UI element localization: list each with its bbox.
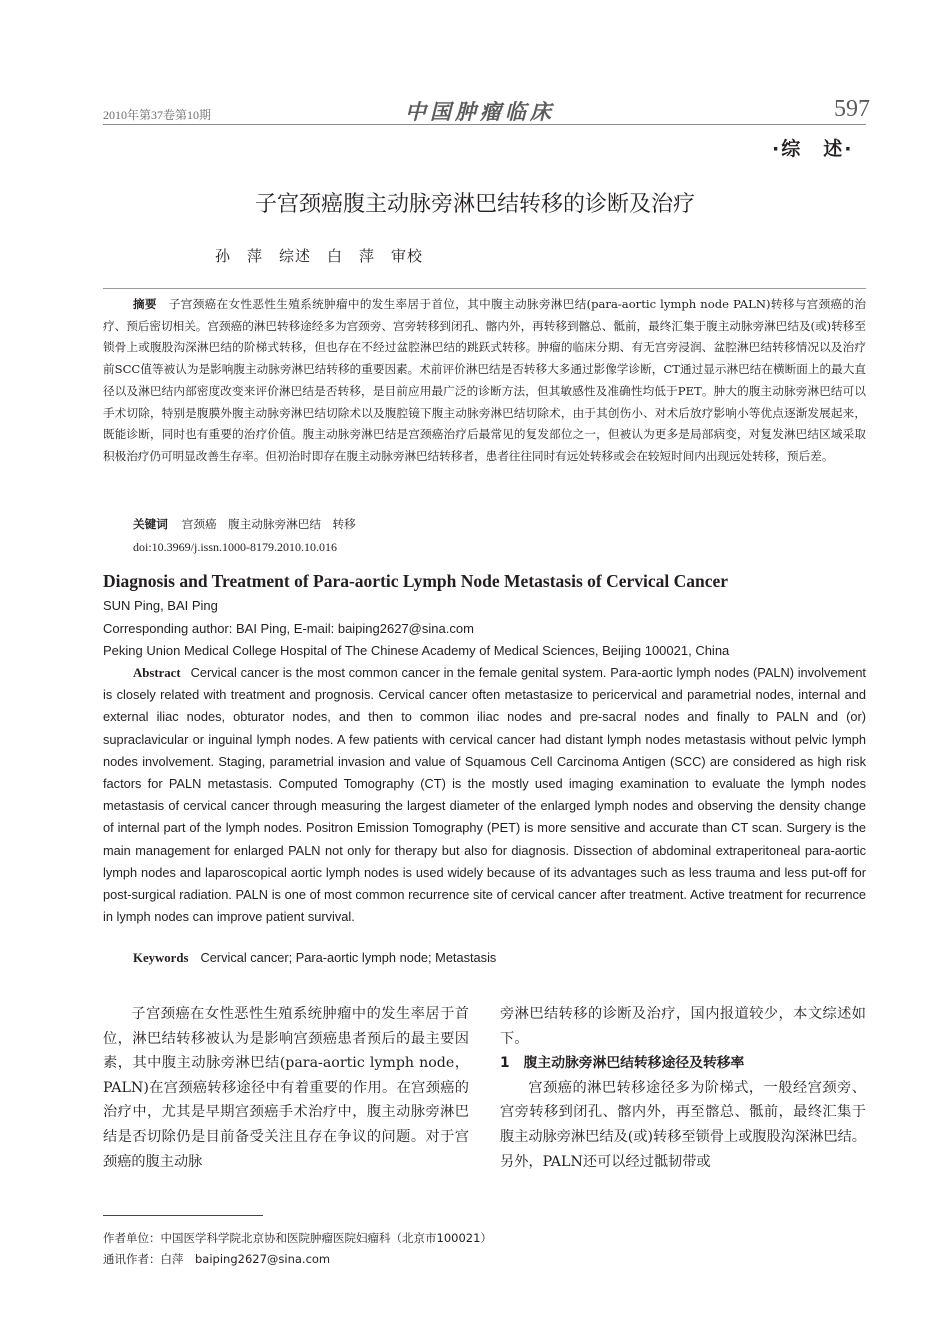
- body-paragraph: 旁淋巴结转移的诊断及治疗，国内报道较少，本文综述如下。: [500, 1006, 866, 1047]
- abstract-cn-text: 子宫颈癌在女性恶性生殖系统肿瘤中的发生率居于首位，其中腹主动脉旁淋巴结(para-aortic lymph node PALN)转移与宫颈癌的治疗、预后密切相关。宫颈癌的淋巴转移途经多为宫颈旁、宫旁转移到闭孔、髂内外，再转移到髂总、骶前，最终汇集于腹主动脉旁淋巴结及(或)转移至锁骨上或腹股沟深淋巴结的阶梯式转移，但也存在不经过盆腔淋巴结的跳跃式转移。肿瘤的临床分期、有无宫旁浸润、盆腔淋巴结转移情况以及治疗前SCC值等被认为是影响腹主动脉旁淋巴结转移的重要因素。术前评价淋巴结是否转移大多通过影像学诊断，CT通过显示淋巴结在横断面上的最大直径以及淋巴结内部密度改变来评价淋巴结是否转移，是目前应用最广泛的诊断方法，但其敏感性及准确性均低于PET。肿大的腹主动脉旁淋巴结可以手术切除，特别是腹膜外腹主动脉旁淋巴结切除术以及腹腔镜下腹主动脉旁淋巴结切除术，由于其创伤小、对术后放疗影响小等优点逐渐发展起来，既能诊断，同时也有重要的治疗价值。腹主动脉旁淋巴结是宫颈癌治疗后最常见的复发部位之一，但被认为更多是局部病变，对复发淋巴结区域采取积极治疗仍可明显改善生存率。但初治时即存在腹主动脉旁淋巴结转移者，患者往往同时有远处转移或会在较短时间内出现远处转移，预后差。: [103, 297, 866, 463]
- keywords-cn: [133, 516, 356, 532]
- footnote-divider: [103, 1215, 263, 1216]
- body-column-left: [103, 1002, 469, 1174]
- title-divider: [103, 288, 866, 289]
- corresponding-footnote: 通讯作者：白萍 baiping2627@sina.com: [103, 1252, 331, 1266]
- body-column-right: [500, 1002, 866, 1174]
- journal-name: 中国肿瘤临床: [405, 99, 555, 124]
- body-paragraph: 宫颈癌的淋巴转移途径多为阶梯式，一般经宫颈旁、宫旁转移到闭孔、髂内外，再至髂总、骶前，最终汇集于腹主动脉旁淋巴结及(或)转移至锁骨上或腹股沟深淋巴结。另外，PALN还可以经过骶韧带或: [500, 1079, 866, 1170]
- keywords-cn-text: 宫颈癌 腹主动脉旁淋巴结 转移: [181, 517, 356, 531]
- keywords-cn-label: 关键词: [133, 517, 168, 531]
- issue-info: 2010年第37卷第10期: [103, 108, 212, 122]
- affiliation-en: Peking Union Medical College Hospital of The Chinese Academy of Medical Sciences, Beijing 100021, China: [103, 643, 730, 658]
- author-unit-footnote: 作者单位：中国医学科学院北京协和医院肿瘤医院妇瘤科（北京市100021）: [103, 1231, 492, 1245]
- doi: doi:10.3969/j.issn.1000-8179.2010.10.016: [133, 540, 338, 554]
- page-number: 597: [834, 96, 870, 122]
- section-number: 1: [500, 1055, 510, 1072]
- header-divider: [103, 124, 866, 125]
- article-title-cn: 子宫颈癌腹主动脉旁淋巴结转移的诊断及治疗: [254, 192, 695, 217]
- authors-en: SUN Ping, BAI Ping: [103, 598, 218, 613]
- article-title-en: Diagnosis and Treatment of Para-aortic Lymph Node Metastasis of Cervical Cancer: [103, 571, 729, 591]
- corresponding-author-en: Corresponding author: BAI Ping, E-mail: baiping2627@sina.com: [103, 621, 474, 636]
- abstract-en: [103, 662, 866, 928]
- body-paragraph: 子宫颈癌在女性恶性生殖系统肿瘤中的发生率居于首位，淋巴结转移被认为是影响宫颈癌患者预后的最主要因素，其中腹主动脉旁淋巴结(para-aortic lymph node，PALN)在宫颈癌转移途径中有着重要的作用。在宫颈癌的治疗中，尤其是早期宫颈癌手术治疗中，腹主动脉旁淋巴结是否切除仍是目前备受关注且存在争议的问题。对于宫颈癌的腹主动脉: [103, 1006, 469, 1170]
- section-title: 腹主动脉旁淋巴结转移途径及转移率: [523, 1055, 745, 1072]
- keywords-en-label: Keywords: [133, 951, 189, 965]
- section-tag: ·综 述·: [772, 138, 854, 160]
- keywords-en-text: Cervical cancer; Para-aortic lymph node; Metastasis: [200, 950, 497, 965]
- abstract-cn: [103, 294, 866, 468]
- keywords-en: [133, 950, 496, 966]
- abstract-en-label: Abstract: [133, 666, 181, 680]
- section-heading: [500, 1051, 866, 1076]
- authors-cn: 孙 萍 综述 白 萍 审校: [215, 247, 424, 265]
- abstract-en-text: Cervical cancer is the most common cancer in the female genital system. Para-aortic lymph nodes (PALN) involvement is closely related with treatment and prognosis. Cervical cancer often metastasize to pericervical and parametrial nodes, internal and external iliac nodes, obturator nodes, and then to common iliac nodes and pre-sacral nodes and finally to PALN and (or) supraclavicular or inguinal lymph nodes. A few patients with cervical cancer had distant lymph nodes metastasis without pelvic lymph nodes involvement. Staging, parametrial invasion and value of Squamous Cell Carcinoma Antigen (SCC) are considered as high risk factors for PALN metastasis. Computed Tomography (CT) is the mostly used imaging examination to evaluate the lymph nodes metastasis of cervical cancer through measuring the largest diameter of the enlarged lymph nodes and observing the density change of internal part of the lymph nodes. Positron Emission Tomography (PET) is more sensitive and accurate than CT scan. Surgery is the main management for enlarged PALN not only for therapy but also for diagnosis. Dissection of abdominal extraperitoneal para-aortic lymph nodes and laparoscopical aortic lymph nodes is used widely because of its advantages such as less trauma and less put-off for post-surgical radiation. PALN is one of most common recurrence site of cervical cancer after treatment. Active treatment for recurrence in lymph nodes can improve patient survival.: [103, 665, 866, 925]
- abstract-cn-label: 摘要: [133, 297, 157, 311]
